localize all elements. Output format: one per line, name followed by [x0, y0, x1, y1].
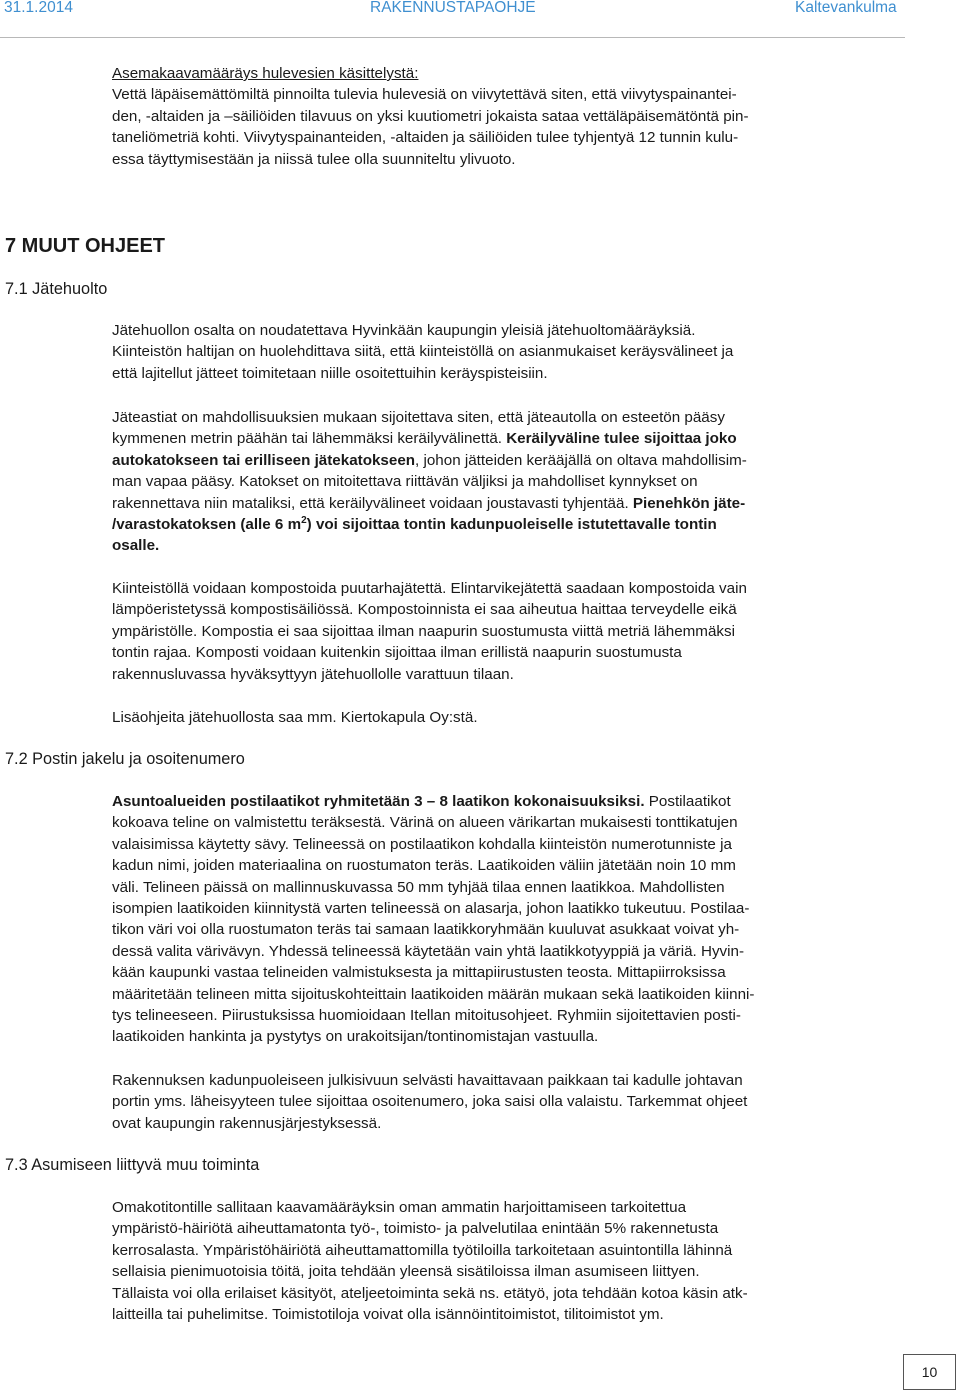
text-run: rakennettava niin mataliksi, että keräilyvälineet voidaan joustavasti tyhjentää. — [112, 494, 633, 512]
text-line: tikon väri voi olla ruostumaton teräs tai samaan laatikkoryhmään kuuluvat asukkaat voivat yh- — [112, 921, 740, 939]
bold-text: osalle. — [112, 537, 160, 555]
text-line — [112, 514, 747, 535]
bold-text: Asuntoalueiden postilaatikot ryhmitetään 3 – 8 laatikon kokonaisuuksiksi. — [112, 793, 645, 810]
waste-paragraph-3 — [112, 578, 747, 685]
text-line: Omakotitontille sallitaan kaavamääräyksin oman ammatin harjoittamiseen tarkoitettua — [112, 1199, 687, 1216]
stormwater-section — [112, 63, 749, 170]
header-document-title: RAKENNUSTAPAOHJE — [370, 0, 536, 16]
home-business-paragraph — [112, 1197, 748, 1325]
text-line: Jäteastiat on mahdollisuuksien mukaan sijoitettava siten, että jäteautolla on esteetön pääsy — [112, 409, 725, 426]
text-run: kymmenen metrin päähän tai lähemmäksi keräilyvälinettä. — [112, 430, 507, 448]
subsection-title-mail: 7.2 Postin jakelu ja osoitenumero — [5, 750, 245, 768]
text-line: kään kaupunki vastaa telineiden valmistuksesta ja mittapiirustusten teosta. Mittapiirroksissa — [112, 964, 726, 982]
text-line: portin yms. läheisyyteen tulee sijoittaa osoitenumero, joka saisi olla valaistu. Tarkemmat ohjeet — [112, 1093, 748, 1111]
text-line: kerrosalasta. Ympäristöhäiriötä aiheuttamattomilla työtiloilla tarkoitetaan asuintontilla lähinnä — [112, 1241, 733, 1259]
text-line: Lisäohjeita jätehuollosta saa mm. Kiertokapula Oy:stä. — [112, 709, 478, 726]
text-line: sellaisia pienimuotoisia töitä, joita tehdään yleensä sisätiloissa ilman asumiseen liittyen. — [112, 1263, 700, 1281]
stormwater-line: Vettä läpäisemättömiltä pinnoilta tulevia hulevesiä on viivytettävä siten, että viivytyspainantei- — [112, 86, 737, 104]
text-line: lämpöeristetyssä kompostisäiliössä. Kompostoinnista ei saa aiheutua haittaa terveydelle eikä — [112, 601, 737, 619]
header-date: 31.1.2014 — [4, 0, 73, 16]
text-line: dessä valita värivävyn. Yhdessä telineessä käytetään vain yhtä laatikkotyyppiä ja väriä. Hyvin- — [112, 942, 745, 960]
text-line: Kiinteistöllä voidaan kompostoida puutarhajätettä. Elintarvikejätettä saadaan kompostoida vain — [112, 580, 747, 597]
text-line — [112, 535, 747, 556]
text-run: , johon jätteiden kerääjällä on oltava mahdollisim- — [415, 451, 747, 469]
stormwater-line: essa täyttymisestään ja niissä tulee olla suunniteltu ylivuoto. — [112, 150, 516, 168]
text-line: Jätehuollon osalta on noudatettava Hyvinkään kaupungin yleisiä jätehuoltomääräyksiä. — [112, 322, 696, 339]
text-line: man vapaa pääsy. Katokset on mitoitettava riittävän väljiksi ja mahdolliset kynnykset on — [112, 473, 698, 491]
text-line: Tällaista voi olla erilaiset käsityöt, ateljeetoiminta sekä ns. etätyö, jota tehdään kotoa käsin atk- — [112, 1284, 748, 1302]
bold-text: Keräilyväline tulee sijoittaa joko — [506, 430, 737, 448]
stormwater-line: den, -altaiden ja –säiliöiden tilavuus on yksi kuutiometri jokaista sataa vettäläpäisemätöntä pin- — [112, 107, 749, 125]
superscript: 2 — [301, 514, 307, 526]
text-line: Kiinteistön haltijan on huolehdittava siitä, että kiinteistöllä on asianmukaiset keräysvälineet ja — [112, 343, 734, 361]
waste-paragraph-1 — [112, 320, 733, 384]
stormwater-line: taneliömetriä kohti. Viivytyspainanteiden, -altaiden ja säiliöiden tulee tyhjentyä 12 tunnin kulu- — [112, 129, 739, 147]
stormwater-heading: Asemakaavamääräys hulevesien käsittelystä: — [112, 65, 419, 82]
text-line: laitteilla tai puhelimitse. Toimistotiloja voivat olla isännöintitoimistot, tilitoimistot ym. — [112, 1306, 664, 1324]
text-line: Rakennuksen kadunpuoleiseen julkisivuun selvästi havaittavaan paikkaan tai kadulle johtavan — [112, 1072, 743, 1089]
text-line — [112, 493, 747, 514]
text-line: ympäristölle. Kompostia ei saa sijoittaa ilman naapurin suostumusta viittä metriä lähemmäksi — [112, 622, 735, 640]
subsection-title-home-business: 7.3 Asumiseen liittyvä muu toiminta — [5, 1156, 260, 1174]
text-line: ovat kaupungin rakennusjärjestyksessä. — [112, 1114, 382, 1132]
text-line: isompien laatikoiden kiinnitystä varten telineessä on alasarja, johon laatikko tukeutuu. Postilaa- — [112, 900, 750, 918]
bold-text: ) voi sijoittaa tontin kadunpuoleiselle istutettavalle tontin — [306, 516, 717, 534]
waste-paragraph-4 — [112, 707, 478, 728]
text-line: kokoava teline on valmistettu teräksestä. Värinä on alueen värikartan mukaisesti tonttikatujen — [112, 814, 738, 832]
text-line: tys telineeseen. Piirustuksissa huomioidaan Itellan mitoitusohjeet. Ryhmiin sijoitettavien posti- — [112, 1007, 741, 1025]
waste-paragraph-2 — [112, 407, 747, 557]
bold-text: autokatokseen tai erilliseen jätekatokseen — [112, 451, 416, 469]
mail-paragraph-1 — [112, 791, 754, 1048]
bold-text: Pienehkön jäte- — [632, 494, 746, 512]
text-line: rakennusluvassa hyväksyttyyn jätehuollolle varattuun tilaan. — [112, 665, 514, 683]
header-area-name: Kaltevankulma — [795, 0, 897, 16]
text-line — [112, 791, 754, 812]
section-title: 7 MUUT OHJEET — [5, 235, 166, 257]
page-number: 10 — [903, 1354, 956, 1390]
bold-text: /varastokatoksen (alle 6 m — [112, 516, 302, 534]
header-divider — [0, 37, 905, 38]
text-line: laatikoiden hankinta ja pystytys on urakoitsijan/tontinomistajan vastuulla. — [112, 1028, 599, 1046]
mail-paragraph-2 — [112, 1070, 747, 1134]
text-line: valaisimissa käytetty sävy. Telineessä on postilaatikon kohdalla kiinteistön numerotunniste ja — [112, 835, 732, 853]
text-line — [112, 428, 747, 449]
page-header — [0, 0, 960, 24]
text-line: kadun nimi, joiden materiaalina on ruostumaton teräs. Laatikoiden väliin jätetään noin 10 mm — [112, 857, 736, 875]
subsection-title-waste: 7.1 Jätehuolto — [5, 280, 108, 298]
text-line: tontin rajaa. Komposti voidaan kuitenkin sijoittaa ilman erillistä naapurin suostumusta — [112, 644, 682, 662]
text-line: väli. Telineen päissä on mallinnuskuvassa 50 mm tyhjää tilaa ennen laatikkoa. Mahdollisten — [112, 878, 725, 896]
text-line: ympäristö-häiriötä aiheuttamatonta työ-, toimisto- ja palvelutilaa enintään 5% rakennetusta — [112, 1220, 719, 1238]
text-line: määritetään telineen mitta sijoituskohteittain laatikoiden määrän mukaan sekä laatikoiden kiinni- — [112, 985, 755, 1003]
text-line — [112, 450, 747, 471]
text-line: että lajitellut jätteet toimitetaan niille osoitettuihin keräyspisteisiin. — [112, 364, 548, 382]
text-run: Postilaatikot — [644, 793, 731, 810]
